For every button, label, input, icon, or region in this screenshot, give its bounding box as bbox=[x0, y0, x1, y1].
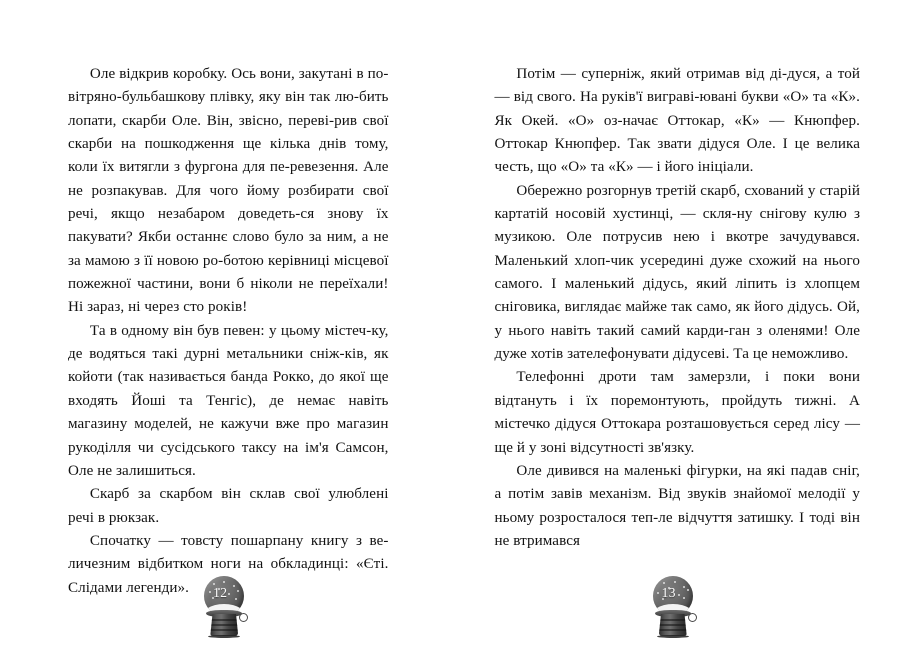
page-number-ornament-right bbox=[449, 576, 897, 638]
snow-globe-icon bbox=[649, 576, 697, 638]
paragraph: Оле відкрив коробку. Ось вони, закутані в по-вітряно-бульбашкову плівку, яку він так лю-бить лопати, скарби Оле. Він, звісно, переві-рив свої скарби на пошкодження ще кілька днів тому, коли їх витягли з фургона для пе-ревезення. Але не розпакував. Для чого йому розбирати свої речі, якщо незабаром доведеть-ся знову їх пакувати? Якби останнє слово було за ним, а не за мамою з її новою ро-ботою керівниці місцевої пожежної частини, вони б ніколи не переїхали! Ні зараз, ні через сто років! bbox=[68, 66, 389, 316]
page-right-textblock bbox=[495, 63, 861, 553]
page-left-textblock bbox=[68, 63, 389, 600]
globe-foot bbox=[208, 635, 240, 638]
globe-foot bbox=[657, 635, 689, 638]
page-number: 13 bbox=[661, 585, 676, 600]
page-right bbox=[449, 0, 897, 650]
paragraph: Обережно розгорнув третій скарб, схований у старій картатій носовій хустинці, — скля-ну снігову кулю з музикою. Оле потрусив нею і вкотре зачудувався. Маленький хлоп-чик усередині дуже схожий на нього самого. І маленький дідусь, який ліпить із хлопцем сніговика, виглядає майже так само, як його дідусь. Ой, у нього навіть такий самий карди-ган з оленями! Оле дуже хотів зателефонувати дідусеві. Та це неможливо. bbox=[494, 182, 860, 363]
globe-winder-knob-icon bbox=[688, 613, 697, 622]
paragraph: Потім — суперніж, який отримав від ді-дуся, а той — від свого. На руків'ї виграві-ювані букви «О» та «К». Як Окей. «О» оз-начає Оттокар, «К» — Кнюпфер. Оттокар Кнюпфер. Так звати дідуся Оле. І це велика честь, що «О» та «К» — і його ініціали. bbox=[494, 66, 860, 176]
page-number: 12 bbox=[213, 585, 228, 600]
snow-globe-icon bbox=[200, 576, 248, 638]
paragraph: Та в одному він був певен: у цьому містеч-ку, де водяться такі дурні метальники сніж-ків, як койоти (так називається банда Рокко, до якої ще входять Йоші та Тенгіс), де немає навіть магазину моделей, не кажучи вже про магазин рукоділля чи сусідського таксу на ім'я Самсон, Оле не залишиться. bbox=[68, 322, 389, 479]
paragraph: Телефонні дроти там замерзли, і поки вони відтануть і їх поремонтують, пройдуть тижні. А містечко дідуся Оттокара розташовується серед лісу — ще й у зоні відсутності зв'язку. bbox=[494, 369, 860, 456]
paragraph: Оле дивився на маленькі фігурки, на які падав сніг, а потім завів механізм. Від звуків знайомої мелодії у ньому розросталося теп-ле відчуття затишку. І тоді він не втримався bbox=[494, 462, 860, 549]
paragraph: Скарб за скарбом він склав свої улюблені речі в рюкзак. bbox=[68, 486, 389, 526]
globe-base bbox=[210, 614, 238, 636]
globe-base bbox=[659, 614, 687, 636]
paragraph: Спочатку — товсту пошарпану книгу з ве-личезним відбитком ноги на обкладинці: «Єті. Слідами легенди». bbox=[68, 532, 389, 596]
page-number-ornament-left bbox=[0, 576, 449, 638]
globe-winder-knob-icon bbox=[239, 613, 248, 622]
